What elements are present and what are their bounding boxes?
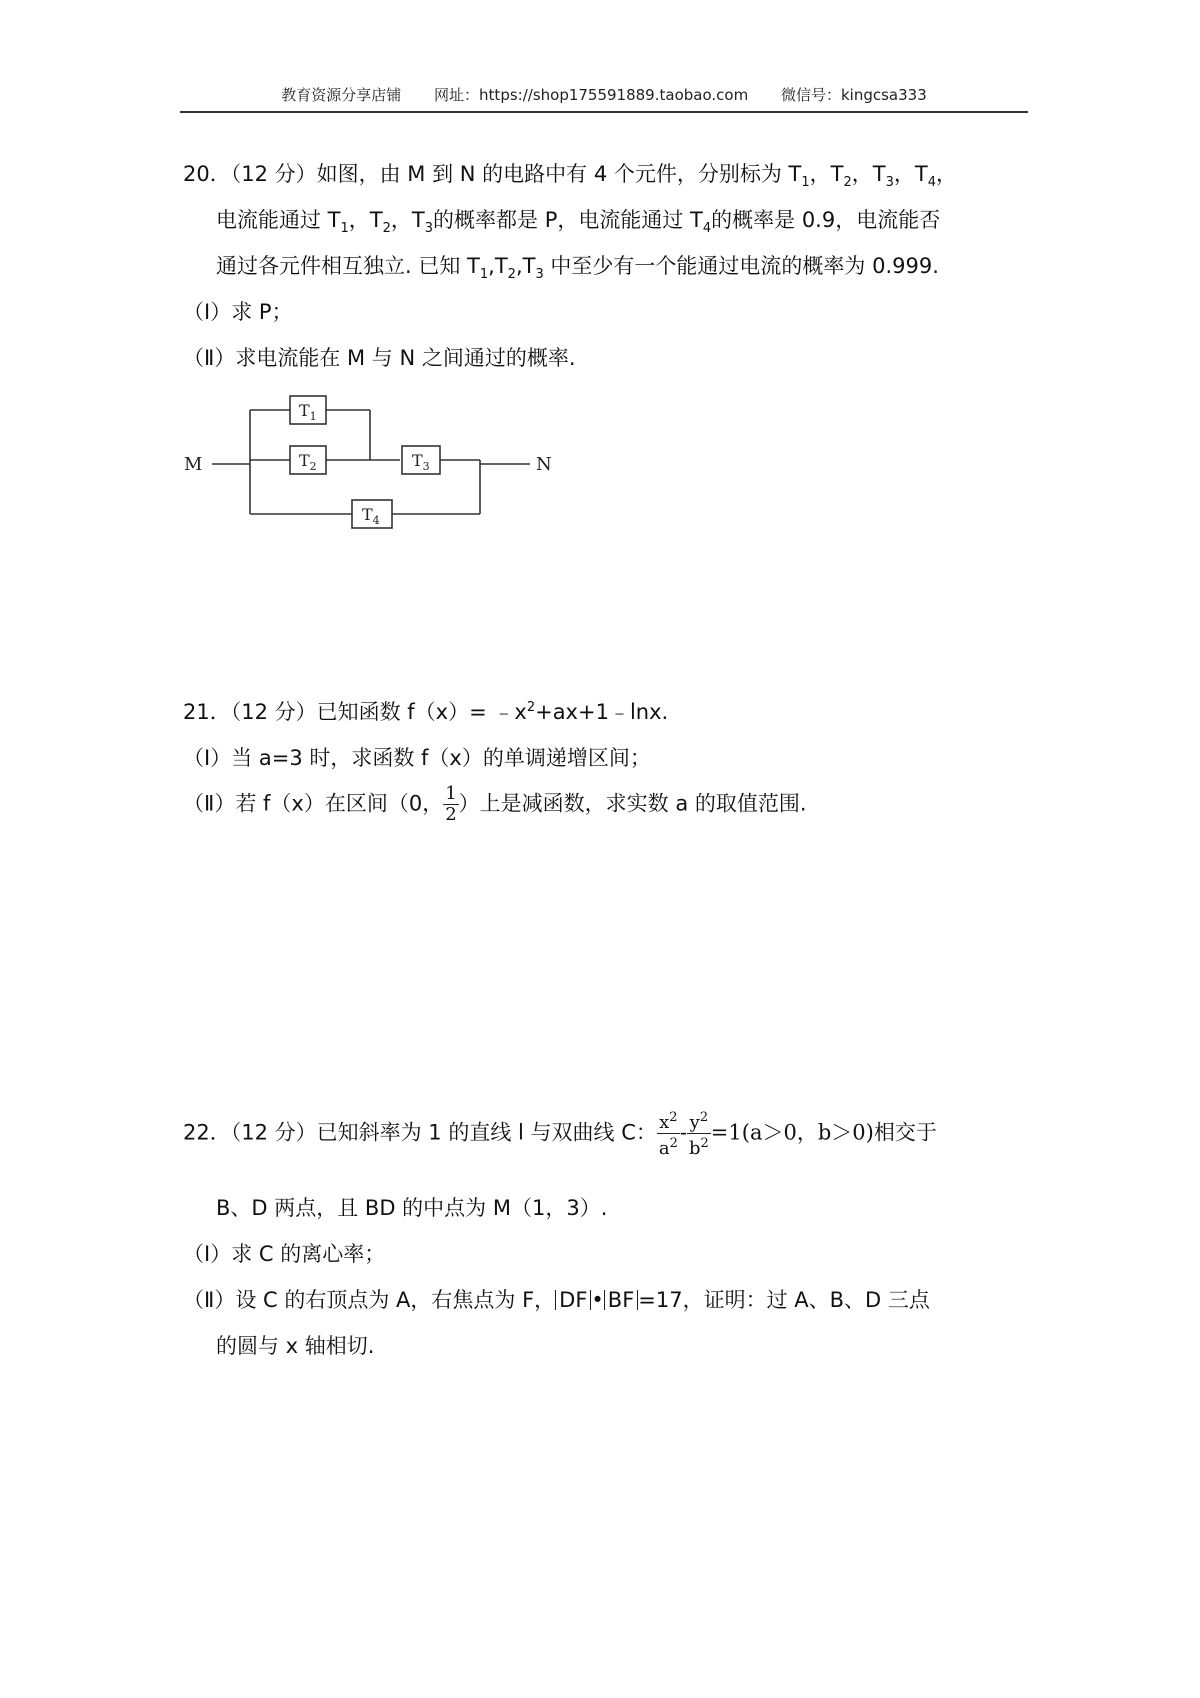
page-header xyxy=(180,84,1028,105)
q21-stem: 21．（12 分）已知函数 $f(x)= ﹣x^2+ax+1﹣\ln x$. xyxy=(183,700,669,724)
node-n-label: N xyxy=(536,454,552,475)
node-m-label: M xyxy=(184,454,203,475)
q22-part2: （Ⅱ）设 C 的右顶点为 A，右焦点为 F， DF • BF =17，证明：过 A、B、D 三点 xyxy=(183,1288,930,1312)
q20-part2: （Ⅱ）求电流能在 M 与 N 之间通过的概率. xyxy=(183,346,576,370)
abs-df: DF xyxy=(555,1290,591,1310)
q20-stem-line3: 通过各元件相互独立. 已知 $T_1,T_2,T_3$ 中至少有一个能通过电流的概率为 0.999. xyxy=(216,254,939,283)
header-divider xyxy=(180,111,1028,113)
fraction-y2-b2: $\frac{y^2}{b^2}$ xyxy=(688,1110,709,1159)
t3-label: $T_3$ xyxy=(412,451,430,473)
q20-stem-line2: 电流能通过 $T_1$，$T_2$，$T_3$的概率都是 P，电流能通过 $T_4$的概率是 0.9，电流能否 xyxy=(216,208,941,237)
q22-stem-line2: B、D 两点，且 BD 的中点为 M（1，3）. xyxy=(216,1196,608,1220)
t1-label: $T_1$ xyxy=(299,401,317,423)
wechat-id: 微信号：kingcsa333 xyxy=(780,86,927,104)
t2-label: $T_2$ xyxy=(299,451,317,473)
t4-label: $T_4$ xyxy=(362,505,380,527)
q22-part1: （Ⅰ）求 C 的离心率； xyxy=(183,1242,386,1266)
fraction-x2-a2: $\frac{x^2}{a^2}$ xyxy=(658,1110,678,1159)
q21-part2: （Ⅱ）若 f（x）在区间（0， $\frac{1}{2}$ ）上是减函数，求实数 a 的取值范围. xyxy=(183,783,807,825)
q21-part1: （Ⅰ）当 a=3 时，求函数 f（x）的单调递增区间； xyxy=(183,746,651,770)
circuit-diagram xyxy=(180,394,560,544)
shop-name: 教育资源分享店铺 xyxy=(281,86,402,104)
fraction-one-half: $\frac{1}{2}$ xyxy=(445,783,457,825)
abs-bf: BF xyxy=(604,1290,639,1310)
shop-url: 网址：https://shop175591889.taobao.com xyxy=(434,86,749,104)
q20-stem-line1: 20．（12 分）如图，由 M 到 N 的电路中有 4 个元件，分别标为 $T_1$，$T_2$，$T_3$，$T_4$， xyxy=(183,162,957,191)
q20-part1: （Ⅰ）求 P； xyxy=(183,300,293,324)
q22-stem: 22．（12 分）已知斜率为 1 的直线 l 与双曲线 C： $\frac{x^2}{a^2}$ - $\frac{y^2}{b^2}$ =1(a＞0，b＞0)相交于 xyxy=(183,1110,937,1159)
q22-part2-line2: 的圆与 x 轴相切. xyxy=(216,1334,375,1358)
